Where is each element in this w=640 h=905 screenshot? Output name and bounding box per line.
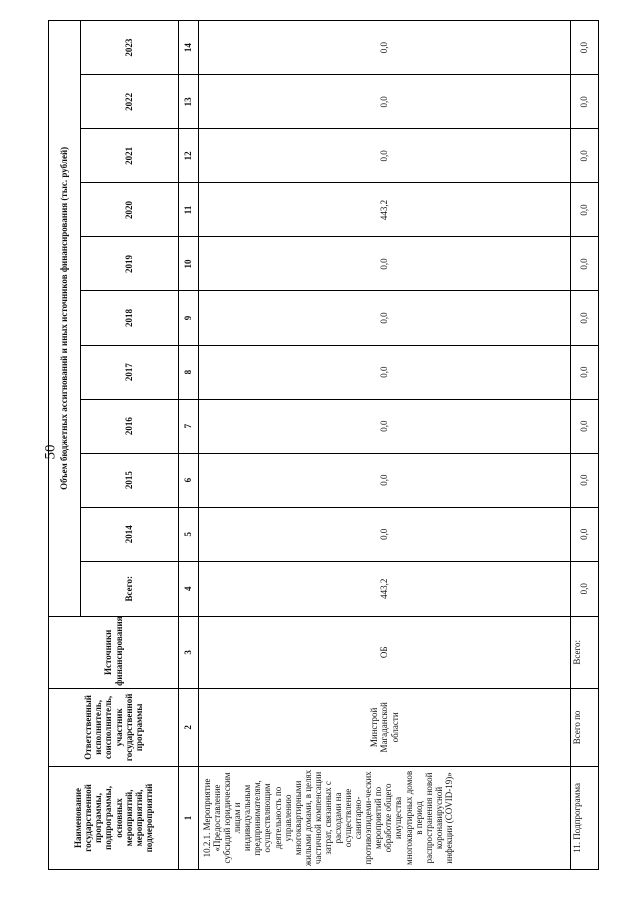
- row-value: 0,0: [199, 75, 571, 129]
- header-year: 2023: [81, 21, 179, 75]
- row-value: 443,2: [199, 183, 571, 237]
- row-executor: Минстрой Магаданской области: [199, 688, 571, 766]
- document-page: [48, 20, 598, 870]
- row-total: 0,0: [571, 561, 599, 616]
- row-value: 0,0: [571, 21, 599, 75]
- row-value: 0,0: [571, 129, 599, 183]
- header-year: 2015: [81, 453, 179, 507]
- column-number: 6: [179, 453, 199, 507]
- table-row: [199, 21, 571, 870]
- header-year: 2020: [81, 183, 179, 237]
- column-number: 8: [179, 345, 199, 399]
- column-number: 5: [179, 507, 199, 561]
- header-year: 2014: [81, 507, 179, 561]
- row-executor: Всего по: [571, 688, 599, 766]
- header-year: 2017: [81, 345, 179, 399]
- header-volume: Объем бюджетных ассигнований и иных источников финансирования (тыс. рублей): [49, 21, 81, 617]
- header-year: 2018: [81, 291, 179, 345]
- header-total: Всего:: [81, 561, 179, 616]
- row-source: Всего:: [571, 616, 599, 688]
- column-number: 13: [179, 75, 199, 129]
- page-number: 50: [42, 444, 59, 460]
- column-number: 3: [179, 616, 199, 688]
- row-value: 0,0: [571, 453, 599, 507]
- row-value: 0,0: [199, 129, 571, 183]
- row-value: 0,0: [199, 291, 571, 345]
- row-value: 0,0: [199, 507, 571, 561]
- header-year: 2021: [81, 129, 179, 183]
- column-number: 9: [179, 291, 199, 345]
- row-value: 0,0: [571, 75, 599, 129]
- row-value: 0,0: [571, 345, 599, 399]
- row-value: 0,0: [571, 507, 599, 561]
- row-value: 0,0: [199, 453, 571, 507]
- row-value: 0,0: [199, 399, 571, 453]
- row-source: ОБ: [199, 616, 571, 688]
- column-number: 2: [179, 688, 199, 766]
- financing-table: [48, 20, 599, 870]
- column-number: 12: [179, 129, 199, 183]
- header-name: Наименование государственной программы, подпрограммы, основных мероприятий, мероприятий, подмероприятий: [49, 766, 179, 869]
- header-year: 2022: [81, 75, 179, 129]
- column-number: 10: [179, 237, 199, 291]
- header-executor: Ответственный исполнитель, соисполнитель, участник государственной программы: [49, 688, 179, 766]
- column-number: 7: [179, 399, 199, 453]
- header-year: 2016: [81, 399, 179, 453]
- column-number: 14: [179, 21, 199, 75]
- row-value: 0,0: [199, 237, 571, 291]
- row-value: 0,0: [571, 291, 599, 345]
- row-value: 0,0: [571, 183, 599, 237]
- column-number: 4: [179, 561, 199, 616]
- header-year: 2019: [81, 237, 179, 291]
- row-name: 10.2.1. Мероприятие «Предоставление субсидий юридическим лицам и индивидуальным предпринимателям, осуществляющим деятельность по управлению многоквартирными жилыми домами, в целях частичной компенсации затрат, связанных с расходами на осуществление санитарно-противоэпидеми-ческих мероприятий по обработке общего имущества многоквартирных домов в период распространения новой коронавирусной инфекции (COVID-19)»: [199, 766, 571, 869]
- table-row: [571, 21, 599, 870]
- rotated-table-container: [48, 20, 598, 870]
- column-number: 1: [179, 766, 199, 869]
- row-total: 443,2: [199, 561, 571, 616]
- row-value: 0,0: [571, 399, 599, 453]
- column-number: 11: [179, 183, 199, 237]
- row-value: 0,0: [199, 345, 571, 399]
- row-value: 0,0: [571, 237, 599, 291]
- row-value: 0,0: [199, 21, 571, 75]
- row-name: 11. Подпрограмма: [571, 766, 599, 869]
- header-sources: Источники финансирования: [49, 616, 179, 688]
